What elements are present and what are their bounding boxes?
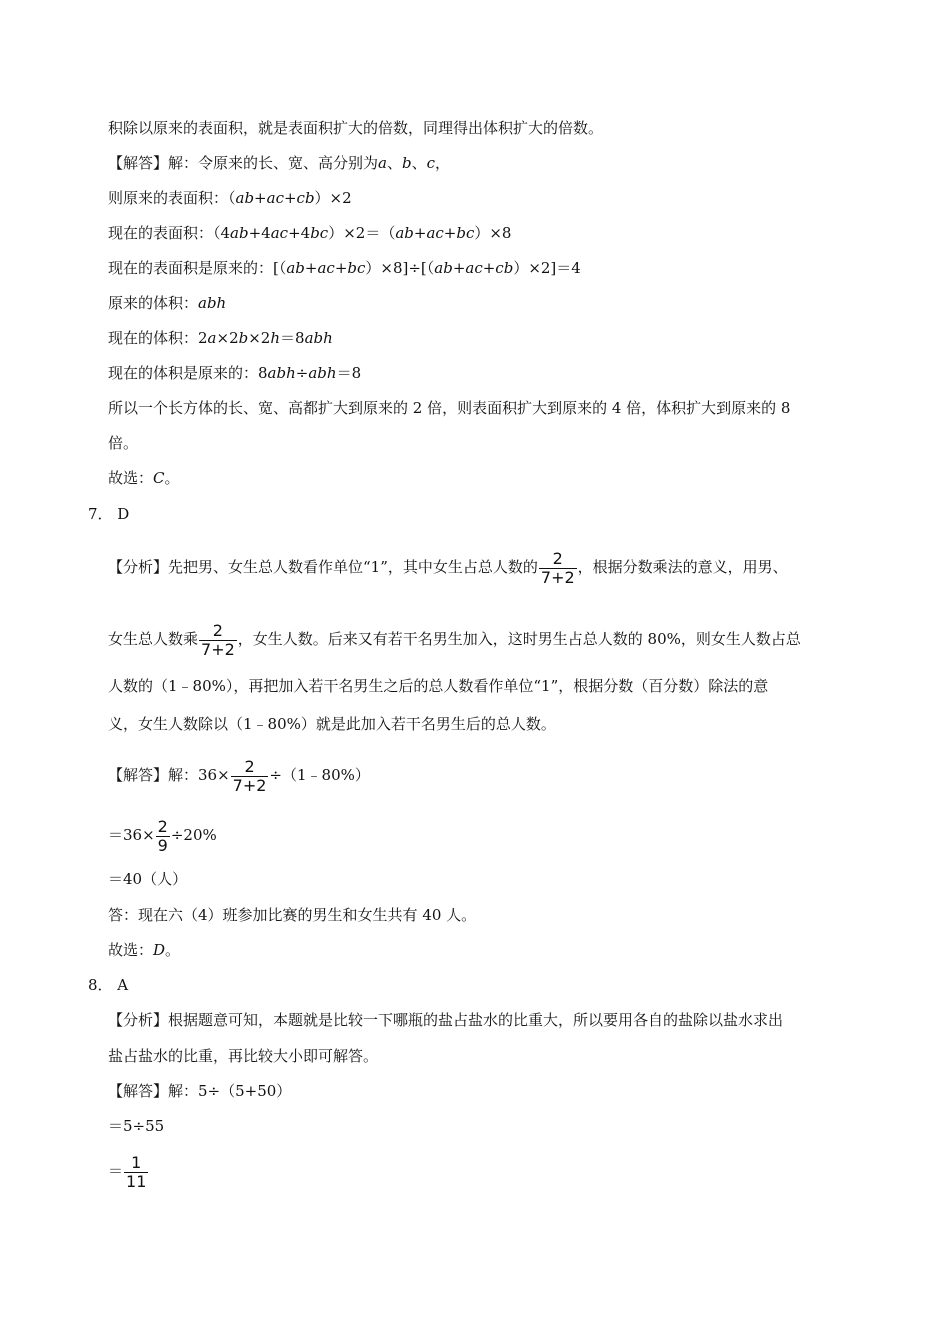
var: c [426, 154, 436, 172]
text: ＝40（人） [108, 870, 188, 888]
q7-solution-step1 [108, 750, 370, 800]
text: 积除以原来的表面积，就是表面积扩大的倍数，同理得出体积扩大的倍数。 [108, 119, 604, 137]
text: ＝5÷55 [108, 1117, 165, 1135]
var: abh [267, 364, 296, 382]
answer-6-intro [108, 153, 450, 173]
question-8-answer [88, 975, 128, 995]
analysis-continuation [108, 118, 603, 138]
conclusion-line [108, 398, 790, 418]
text: ＝ [108, 1162, 124, 1180]
text: 【解答】解：令原来的长、宽、高分别为 [108, 154, 379, 172]
text: ＝8 [336, 364, 362, 382]
text: ）×8 [474, 224, 512, 242]
var: ab+ac+bc [395, 224, 475, 242]
var: ac [270, 224, 289, 242]
q8-solution-step1 [108, 1081, 291, 1101]
denominator: 7+2 [232, 775, 267, 795]
text: 所以一个长方体的长、宽、高都扩大到原来的 2 倍，则表面积扩大到原来的 4 倍，体积扩大到原来的 8 [108, 399, 791, 417]
text: 倍。 [108, 434, 139, 452]
fraction [231, 758, 269, 795]
var: abh [198, 294, 227, 312]
original-volume [108, 293, 226, 313]
volume-ratio [108, 363, 361, 383]
numerator: 2 [157, 816, 168, 836]
text: 7． D [88, 505, 130, 523]
text: 现在的体积：2 [108, 329, 208, 347]
text: 故选： [108, 941, 154, 959]
numerator: 2 [231, 758, 269, 777]
text: 答：现在六（4）班参加比赛的男生和女生共有 40 人。 [108, 906, 477, 924]
text: ×2 [216, 329, 239, 347]
choice-7 [108, 940, 180, 960]
var: D [153, 941, 166, 959]
var: ab [230, 224, 249, 242]
q8-solution-step3 [108, 1146, 149, 1196]
numerator: 1 [124, 1154, 148, 1173]
text: 。 [165, 941, 181, 959]
q7-analysis-line3 [108, 676, 768, 696]
text: 【分析】根据题意可知，本题就是比较一下哪瓶的盐占盐水的比重大，所以要用各自的盐除以盐水求出 [108, 1011, 784, 1029]
original-surface-area [108, 188, 352, 208]
fraction [124, 1154, 148, 1191]
conclusion-line-end [108, 433, 138, 453]
var: a [378, 154, 387, 172]
text: +4 [248, 224, 271, 242]
current-volume [108, 328, 333, 348]
text: 【解答】解：5÷（5+50） [108, 1082, 292, 1100]
q8-solution-step2 [108, 1116, 164, 1136]
denominator: 7+2 [201, 639, 235, 659]
text: 现在的表面积是原来的：[（ [108, 259, 287, 277]
question-7-answer [88, 504, 129, 524]
choice-6 [108, 468, 180, 488]
text: ，女生人数。后来又有若干名男生加入，这时男生占总人数的 80%，则女生人数占总 [237, 630, 801, 648]
var: ab+ac+cb [235, 189, 315, 207]
q7-solution-step3 [108, 869, 187, 889]
text: 。 [164, 469, 180, 487]
text: ÷20% [170, 826, 217, 844]
var: abh [308, 364, 337, 382]
q7-analysis-line2 [108, 614, 801, 664]
text: ＝8 [280, 329, 305, 347]
text: 盐占盐水的比重，再比较大小即可解答。 [108, 1047, 379, 1065]
q7-answer-statement [108, 905, 476, 925]
text: 义，女生人数除以（1﹣80%）就是此加入若干名男生后的总人数。 [108, 715, 556, 733]
var: b [401, 154, 412, 172]
var: a [207, 329, 217, 347]
text: 、 [386, 154, 402, 172]
fraction [539, 550, 577, 587]
var: b [238, 329, 249, 347]
q8-analysis-line1 [108, 1010, 783, 1030]
var: bc [310, 224, 329, 242]
var: h [270, 329, 281, 347]
q7-analysis-line4 [108, 714, 556, 734]
denominator: 7+2 [540, 567, 575, 587]
text: ， [435, 154, 451, 172]
var: C [153, 469, 165, 487]
text: 现在的体积是原来的：8 [108, 364, 268, 382]
text: 、 [411, 154, 427, 172]
text: 故选： [108, 469, 154, 487]
text: ÷ [295, 364, 309, 382]
text: ×2 [248, 329, 271, 347]
surface-area-ratio [108, 258, 581, 278]
text: 原来的体积： [108, 294, 199, 312]
text: ）×2＝（ [328, 224, 396, 242]
text: 8． A [88, 976, 129, 994]
numerator: 2 [199, 622, 237, 641]
text: 【分析】先把男、女生总人数看作单位“1”，其中女生占总人数的 [108, 558, 538, 576]
var: ab+ac+bc [286, 259, 366, 277]
q7-analysis-line1 [108, 542, 788, 592]
current-surface-area [108, 223, 511, 243]
text: ＝36× [108, 826, 155, 844]
text: +4 [288, 224, 311, 242]
fraction [199, 622, 237, 659]
text: ）×8]÷[（ [365, 259, 435, 277]
text: 【解答】解：36× [108, 766, 230, 784]
text: ）×2 [314, 189, 352, 207]
denominator: 9 [157, 835, 168, 855]
var: ab+ac+cb [434, 259, 514, 277]
text: 人数的（1﹣80%），再把加入若干名男生之后的总人数看作单位“1”，根据分数（百分数）除法的意 [108, 677, 769, 695]
text: ）×2]＝4 [513, 259, 581, 277]
text: 女生总人数乘 [108, 630, 199, 648]
text: ÷（1﹣80%） [269, 766, 370, 784]
numerator: 2 [539, 550, 577, 569]
text: 则原来的表面积：（ [108, 189, 236, 207]
var: abh [304, 329, 333, 347]
fraction [156, 818, 170, 855]
denominator: 11 [126, 1171, 147, 1191]
q8-analysis-line2 [108, 1046, 378, 1066]
text: ，根据分数乘法的意义，用男、 [577, 558, 788, 576]
text: 现在的表面积：（4 [108, 224, 231, 242]
q7-solution-step2 [108, 810, 217, 860]
